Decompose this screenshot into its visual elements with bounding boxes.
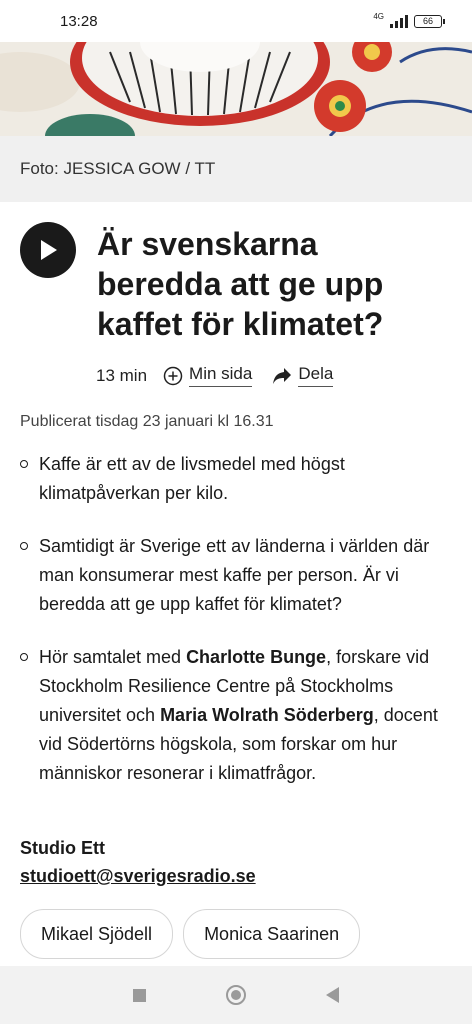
home-icon[interactable] xyxy=(226,985,246,1005)
share-label: Dela xyxy=(298,364,333,387)
bullet-icon xyxy=(20,542,28,550)
play-icon xyxy=(38,239,58,261)
list-item-text-part: Hör samtalet med xyxy=(39,647,187,667)
list-item xyxy=(20,532,460,619)
status-icons xyxy=(373,13,442,29)
episode-duration: 13 min xyxy=(96,365,148,385)
published-date: Publicerat tisdag 23 januari kl 16.31 xyxy=(20,413,274,430)
guest-name: Charlotte Bunge xyxy=(186,647,327,667)
network-type: 4G xyxy=(373,12,384,21)
person-chip-mikael[interactable]: Mikael Sjödell xyxy=(20,909,173,959)
program-contact xyxy=(20,834,256,890)
play-button[interactable] xyxy=(20,222,76,278)
photo-caption: Foto: JESSICA GOW / TT xyxy=(0,136,472,202)
guest-name: Maria Wolrath Söderberg xyxy=(160,705,374,725)
back-icon[interactable] xyxy=(326,987,339,1003)
episode-meta xyxy=(96,364,353,387)
list-item-text-part: , docent vid Södertörns högskola, som forskar om hur människor resonerar i klimatfrågor. xyxy=(39,705,438,783)
signal-icon xyxy=(390,15,408,28)
list-item xyxy=(20,643,460,788)
hero-image xyxy=(0,42,472,136)
my-page-label: Min sida xyxy=(189,364,252,387)
share-arrow-icon xyxy=(272,367,292,385)
battery-icon xyxy=(414,15,442,28)
add-to-my-page-button[interactable] xyxy=(163,364,252,387)
list-item-text: Samtidigt är Sverige ett av länderna i världen där man konsumerar mest kaffe per person. Är vi beredda att ge upp kaffet för klimatet? xyxy=(39,536,430,614)
contact-email-link[interactable]: studioett@sverigesradio.se xyxy=(20,866,256,886)
episode-title: Är svenskarna beredda att ge upp kaffet för klimatet? xyxy=(97,226,384,342)
bullet-icon xyxy=(20,653,28,661)
person-chip-monica[interactable]: Monica Saarinen xyxy=(183,909,360,959)
system-nav-bar xyxy=(0,966,472,1024)
status-time: 13:28 xyxy=(60,12,98,30)
bullet-icon xyxy=(20,460,28,468)
summary-list xyxy=(20,450,460,812)
plus-circle-icon xyxy=(163,366,183,386)
people-chips xyxy=(20,909,360,959)
list-item-text: Kaffe är ett av de livsmedel med högst klimatpåverkan per kilo. xyxy=(39,454,345,503)
list-item-text-part: , forskare vid Stockholm Resilience Centre på Stockholms universitet och xyxy=(39,647,430,725)
share-button[interactable] xyxy=(272,364,333,387)
program-name: Studio Ett xyxy=(20,838,105,858)
battery-level: 66 xyxy=(422,16,433,26)
status-bar xyxy=(0,0,472,42)
list-item xyxy=(20,450,460,508)
recent-apps-icon[interactable] xyxy=(133,989,146,1002)
